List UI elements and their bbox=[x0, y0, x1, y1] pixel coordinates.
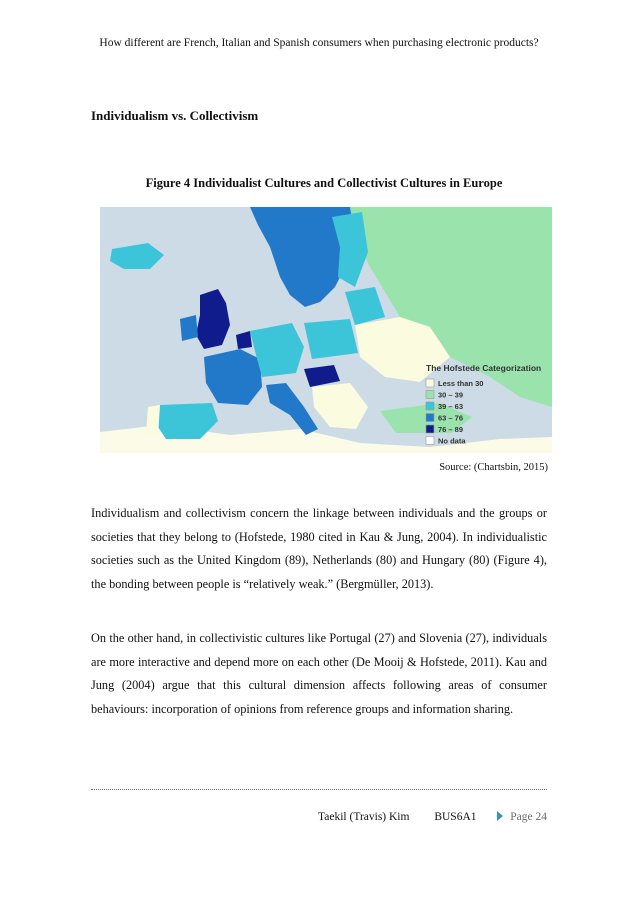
footer-course: BUS6A1 bbox=[434, 811, 477, 823]
figure-source: Source: (Chartsbin, 2015) bbox=[439, 462, 548, 473]
section-heading: Individualism vs. Collectivism bbox=[91, 108, 259, 123]
legend-label: 39 – 63 bbox=[438, 402, 464, 411]
running-header: How different are French, Italian and Spanish consumers when purchasing electronic products? bbox=[99, 37, 539, 49]
europe-map bbox=[100, 207, 552, 453]
legend-title: The Hofstede Categorization bbox=[426, 363, 542, 373]
legend-label: No data bbox=[438, 436, 466, 446]
legend-swatch bbox=[426, 414, 434, 422]
legend-swatch bbox=[426, 379, 434, 387]
legend-label: Less than 30 bbox=[438, 379, 484, 388]
legend-swatch bbox=[426, 437, 434, 445]
poland bbox=[304, 319, 358, 359]
portugal bbox=[146, 405, 160, 437]
footer-page-number: Page 24 bbox=[510, 811, 547, 823]
paragraph-collectivism: On the other hand, in collectivistic cultures like Portugal (27) and Slovenia (27), individuals are more interactive and depend more on each other (De Mooij & Hofstede, 2011). Kau and Jung (2004) argue that this cultural dimension affects following areas of consumer behaviours: incorporation of opinions from reference groups and information sharing. bbox=[91, 631, 547, 716]
legend-swatch bbox=[426, 391, 434, 399]
europe-map-figure bbox=[100, 207, 552, 453]
paragraph-individualism: Individualism and collectivism concern the linkage between individuals and the groups or societies that they belong to (Hofstede, 1980 cited in Kau & Jung, 2004). In individualistic societies such as the United Kingdom (89), Netherlands (80) and Hungary (80) (Figure 4), the bonding between people is “relatively weak.” (Bergmüller, 2013). bbox=[91, 506, 547, 591]
legend-label: 30 – 39 bbox=[438, 390, 464, 400]
footer-author: Taekil (Travis) Kim bbox=[318, 811, 410, 823]
ireland bbox=[180, 315, 198, 341]
figure-caption: Figure 4 Individualist Cultures and Collectivist Cultures in Europe bbox=[145, 176, 503, 190]
footer-rule bbox=[91, 789, 547, 790]
page-arrow-icon bbox=[497, 811, 503, 821]
legend-swatch bbox=[426, 425, 434, 433]
page-footer bbox=[318, 811, 547, 823]
legend-label: 63 – 76 bbox=[438, 413, 464, 423]
legend-swatch bbox=[426, 402, 434, 410]
legend-label: 76 – 89 bbox=[438, 425, 464, 434]
